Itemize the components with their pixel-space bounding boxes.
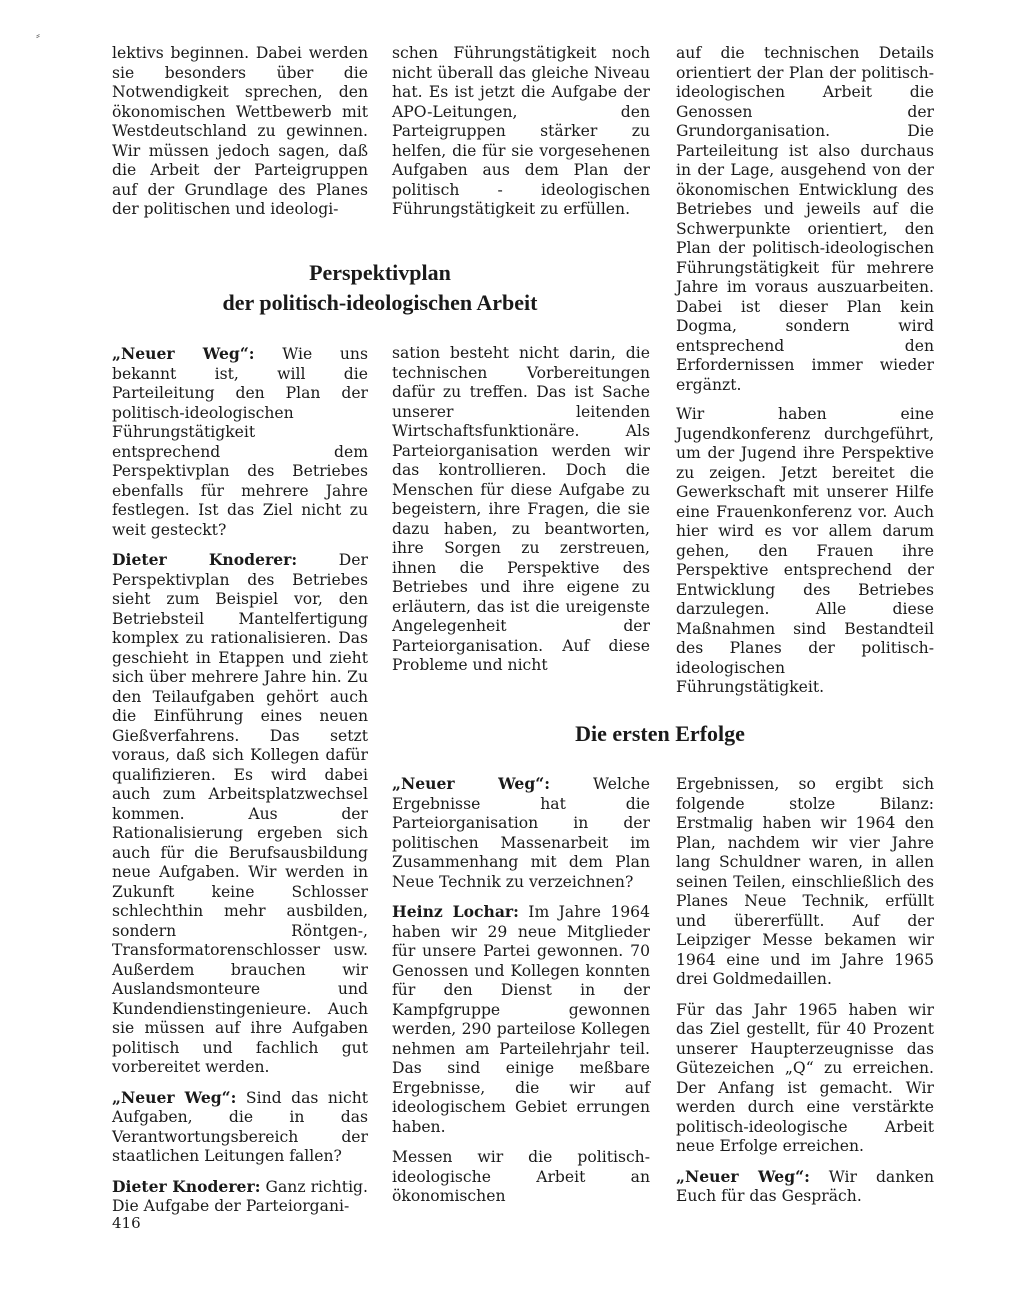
answer-text: Im Jahre 1964 haben wir 29 neue Mitglieder für unsere Partei gewonnen. 70 Genossen und Kollegen konnten für den Dienst in der Kampfgruppe gewonnen werden, 290 parteilose Kollegen nehmen am Parteilehrjahr teil. Das sind einige meßbare Ergebnisse, die wir auf ideologischem Gebiet errungen haben. [392,903,650,1136]
interview-para [392,902,650,1137]
answer-text: Welche Ergebnisse hat die Parteiorganisation in der politischen Massenarbeit im Zusammenhang mit dem Plan Neue Technik zu verzeichnen? [392,775,650,891]
answer-text: Ergebnissen, so ergibt sich folgende stolze Bilanz: Erstmalig haben wir 1964 den Plan, nachdem wir vier Jahre lang Schuldner waren, in allen seinen Teilen, einschließlich des Planes Neue Technik, erfüllt und übererfüllt. Auf der Leipziger Messe bekamen wir 1964 eine und im Jahre 1965 drei Goldmedaillen. [676,775,934,988]
answer-text: Für das Jahr 1965 haben wir das Ziel gestellt, für 40 Prozent unserer Haupterzeugnisse das Gütezeichen „Q“ zu erreichen. Der Anfang ist gemacht. Wir werden durch eine verstärkte politisch-ideologische Arbeit neue Erfolge erreichen. [676,1000,934,1155]
interview-para [112,1088,368,1167]
col3-top-para-2: Wir haben eine Jugendkonferenz durchgeführt, um der Jugend ihre Perspektive zu zeigen. Jetzt bereitet die Gewerkschaft mit unserer Hilfe eine Frauenkonferenz vor. Auch hier wird es vor allem darum gehen, den Frauen ihre Perspektive entsprechend der Entwicklung des Betriebes darzulegen. Alle diese Maßnahmen sind Bestandteil des Planes der politisch-ideologischen Führungstätigkeit. [676,405,934,696]
col2-top [392,44,650,220]
heading-line-2: der politisch-ideologischen Arbeit [222,290,538,315]
col1-top-text: lektivs beginnen. Dabei werden sie besonders über die Notwendigkeit sprechen, den ökonomischen Wettbewerb mit Westdeutschland zu gewinnen. Wir müssen jedoch sagen, daß die Arbeit der Parteigruppen auf der Grundlage des Planes der politischen und ideologi- [112,44,368,218]
col1-top [112,44,368,220]
speaker: „Neuer Weg“: [676,1166,810,1186]
col3-top [676,44,934,698]
interview-para [112,344,368,540]
answer-text: Messen wir die politisch-ideologische Arbeit an ökonomischen [392,1148,650,1205]
interview-para [676,1000,934,1157]
speaker: Dieter Knoderer: [112,1176,261,1196]
page-number: 416 [112,1214,141,1232]
col2-top-text: schen Führungstätigkeit noch nicht überall das gleiche Niveau hat. Es ist jetzt die Aufgabe der APO-Leitungen, den Parteigruppen stärker zu helfen, die für sie vorgesehenen Aufgaben aus dem Plan der politisch - ideologischen Führungstätigkeit zu erfüllen. [392,44,650,218]
interview-para [392,774,650,892]
heading-perspektivplan [190,258,570,318]
col1-interview [112,344,368,1217]
speaker: „Neuer Weg“: [392,774,550,793]
col2-low [392,774,650,1207]
col2-mid-text: sation besteht nicht darin, die technischen Vorbereitungen dafür zu treffen. Das ist Sache unserer leitenden Wirtschaftsfunktionäre. Als Parteiorganisation werden wir das kontrollieren. Doch die Menschen für diese Aufgabe zu begeistern, ihre Fragen, die sie dazu haben, zu beantworten, ihre Sorgen zu zerstreuen, ihnen die Perspektive des Betriebes und ihre eigene zu erläutern, das ist die ureigenste Angelegenheit der Parteiorganisation. Auf diese Probleme und nicht [392,344,650,674]
answer-text: Der Perspektivplan des Betriebes sieht zum Beispiel vor, den Betriebsteil Mantelfertigung komplex zu rationalisieren. Das geschieht in Etappen und zieht sich über mehrere Jahre hin. Zu den Teilaufgaben gehört auch die Einführung eines neuen Gießverfahrens. Das setzt voraus, daß sich Kollegen dafür qualifizieren. Es wird dabei auch zum Arbeitsplatzwechsel kommen. Aus der Rationalisierung ergeben sich auch für die Berufsausbildung neue Aufgaben. Wir werden in Zukunft keine Schlosser schlechthin mehr ausbilden, sondern Röntgen-, Transformatorenschlosser usw. Außerdem brauchen wir Auslandsmonteure und Kundendienstingenieure. Auch sie müssen auf ihre Aufgaben politisch und fachlich gut vorbereitet werden. [112,551,368,1076]
col3-top-para-1: auf die technischen Details orientiert der Plan der politisch-ideologischen Arbeit die Genossen der Grundorganisation. Die Parteileitung ist also durchaus in der Lage, ausgehend von der ökonomischen Entwicklung des Betriebes und jeweils auf die Schwerpunkte orientiert, den Plan der politisch-ideologischen Führungstätigkeit für mehrere Jahre im voraus auszuarbeiten. Dabei ist dieser Plan kein Dogma, sondern wird entsprechend den Erfordernissen immer wieder ergänzt. [676,44,934,394]
interview-para [112,550,368,1078]
col3-low [676,774,934,1207]
interview-para [392,1147,650,1207]
speaker: Dieter Knoderer: [112,550,298,569]
interview-para [676,774,934,990]
margin-mark: ⸗ [36,28,40,42]
speaker: „Neuer Weg“: [112,1087,237,1107]
answer-text: Sind das nicht Aufgaben, die in das Verantwortungsbereich der staatlichen Leitungen fallen? [112,1088,369,1165]
interview-para [676,1167,934,1207]
col2-mid [392,344,650,676]
answer-text: Ganz richtig. Die Aufgabe der Parteiorgani- [112,1177,368,1215]
heading-line-1: Perspektivplan [309,260,451,285]
heading-erste-erfolge: Die ersten Erfolge [575,721,745,746]
speaker: „Neuer Weg“: [112,344,255,363]
answer-text: Wie uns bekannt ist, will die Parteileitung den Plan der politisch-ideologischen Führungstätigkeit entsprechend dem Perspektivplan des Betriebes ebenfalls für mehrere Jahre festlegen. Ist das Ziel nicht zu weit gesteckt? [112,345,368,539]
interview-para [112,1177,368,1217]
speaker: Heinz Lochar: [392,902,519,921]
answer-text: Wir danken Euch für das Gespräch. [676,1167,934,1205]
